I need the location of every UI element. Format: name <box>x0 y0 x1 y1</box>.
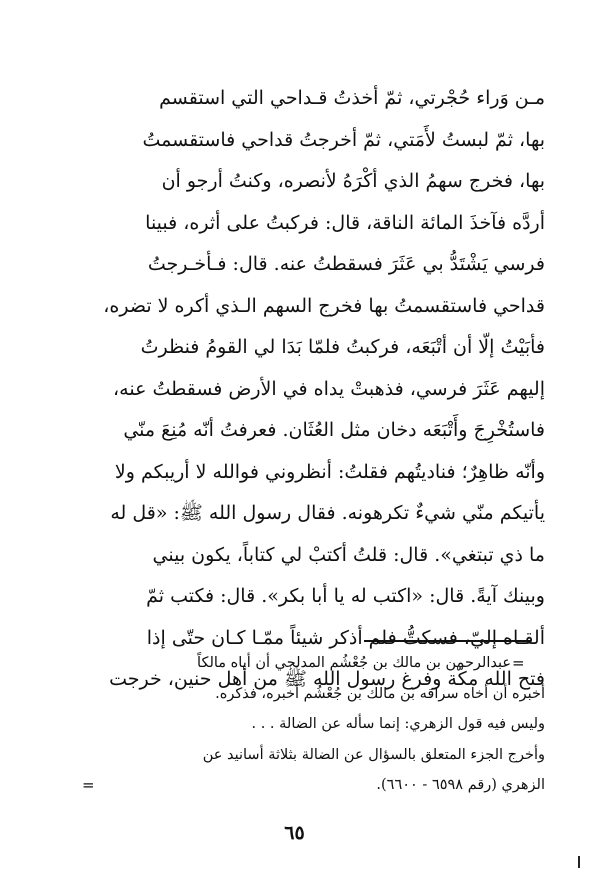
page-edge-mark <box>578 856 580 868</box>
footnote-continuation-mark-end: = <box>82 776 95 794</box>
text-line: فأبَيْتُ إلّا أن أتْبَعَه، فركبتُ فلمّا بَدَا لي القومُ فنظرتُ <box>140 336 545 358</box>
footnote-separator-rule <box>364 640 531 642</box>
text-line: ألقـاه إليّ، فسكتُّ فلم أذكر شيئاً ممّـا كـان حتّى إذا <box>146 626 545 649</box>
text-line: مـن وَراء حُجْرتي، ثمّ أخذتُ قـداحي التي استقسم <box>159 87 545 109</box>
main-text-block <box>40 78 545 701</box>
text-line: فرسي يَشْتَدُّ بي عَثَرَ فسقطتُ عنه. قال: فـأخـرجتُ <box>147 253 545 275</box>
text-line: بها، فخرج سهمُ الذي أكْرَهُ لأنصره، وكنتُ أرجو أن <box>161 170 545 192</box>
text-line: بها، ثمّ لبستُ لأَمَتي، ثمّ أخرجتُ قداحي فاستقسمتُ <box>142 128 545 151</box>
text-line: ما ذي تبتغي». قال: قلتُ أكتبْ لي كتاباً، يكون بيني <box>152 543 545 566</box>
footnote-line: أخبره أن أخاه سراقه بن مالك بن جُعْشُم أخبره، فذكره. <box>215 685 545 702</box>
footnote-line: عبدالرحمن بن مالك بن جُعْشُم المدلجي أن أباه مالكاً <box>197 655 511 671</box>
text-line: وبينك آيةً. قال: «اكتب له يا أبا بكر». قال: فكتب ثمّ <box>146 585 545 607</box>
footnotes-block <box>48 648 545 801</box>
footnote-line: الزهري (رقم ٦٥٩٨ - ٦٦٠٠). <box>376 777 545 793</box>
text-line: يأتيكم منّي شيءٌ تكرهونه. فقال رسول الله ﷺ: «قل له <box>110 502 545 524</box>
text-line: فاستُخْرِجَ وأَتْبَعَه دخان مثل العُثَان. فعرفتُ أنّه مُنِعَ منّي <box>123 419 545 441</box>
text-line: أردَّه فآخذَ المائة الناقة، قال: فركبتُ على أثره، فبينا <box>145 211 545 234</box>
footnote-line: وأخرج الجزء المتعلق بالسؤال عن الضالة بثلاثة أسانيد عن <box>202 746 545 763</box>
text-line: إليهم عَثَرَ فرسي، فذهبتْ يداه في الأرض فسقطتُ عنه، <box>113 377 545 400</box>
text-line: فتح الله مكّة وفرغ رسول الله ﷺ من أهل حنين، خرجت <box>109 668 545 690</box>
page-number: ٦٥ <box>284 822 305 844</box>
footnote-continuation-mark-start: = <box>512 654 525 672</box>
footnote-line: وليس فيه قول الزهري: إنما سأله عن الضالة . . . <box>251 716 545 732</box>
text-line: وأنّه ظاهِرٌ؛ فناديتُهم فقلتُ: أنظروني فوالله لا أريبكم ولا <box>114 460 545 483</box>
text-line: قداحي فاستقسمتُ بها فخرج السهم الـذي أكره لا تضره، <box>103 294 545 317</box>
